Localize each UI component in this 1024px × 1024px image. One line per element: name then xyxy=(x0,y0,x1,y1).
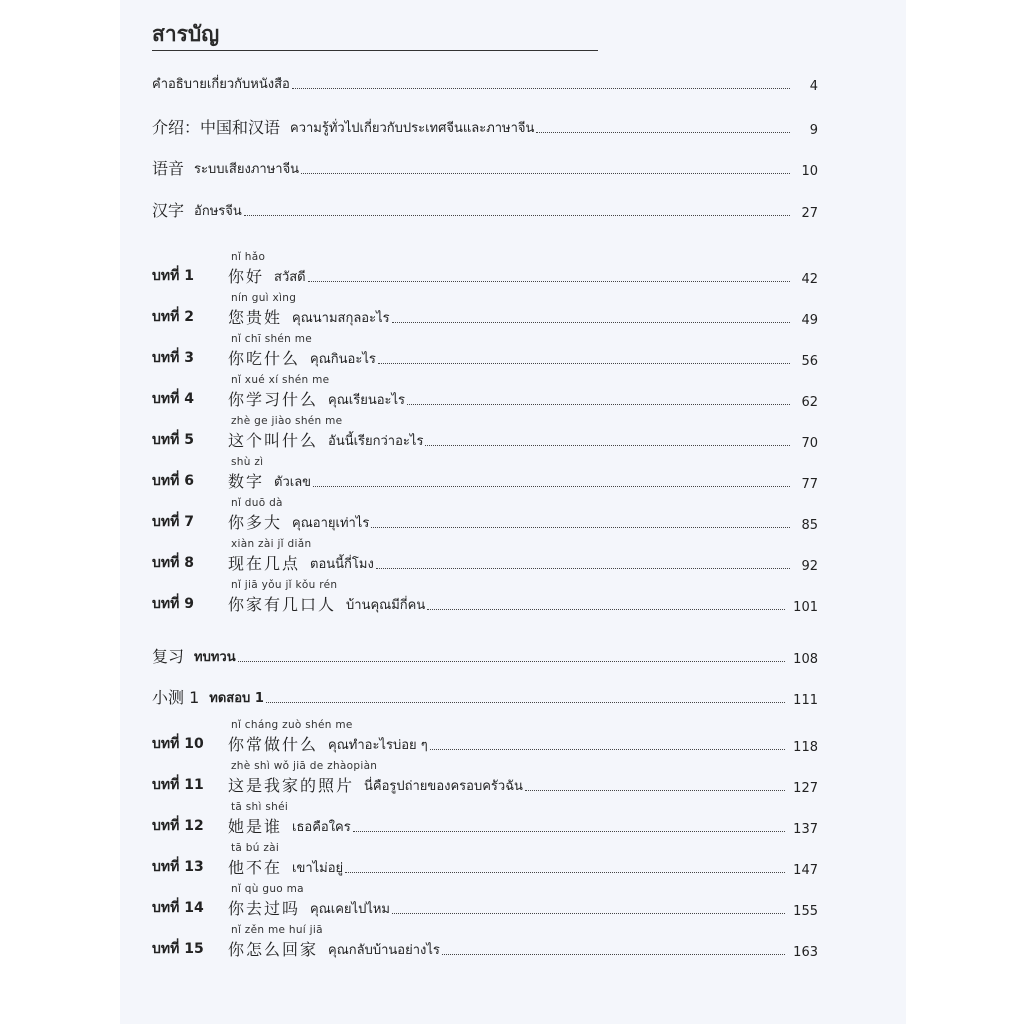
lesson-pinyin: xiàn zài jǐ diǎn xyxy=(231,538,312,550)
lesson-title-thai: อันนี้เรียกว่าอะไร xyxy=(328,434,424,449)
page-number: 155 xyxy=(793,904,818,919)
lesson-label: บทที่ 7 xyxy=(152,514,194,530)
dot-leader xyxy=(371,527,790,528)
lesson-pinyin: zhè ge jiào shén me xyxy=(231,415,343,427)
lesson-label: บทที่ 1 xyxy=(152,268,194,284)
toc-entry-lesson-1[interactable] xyxy=(152,265,818,287)
dot-leader xyxy=(301,173,790,174)
lesson-label: บทที่ 8 xyxy=(152,555,194,571)
toc-entry-review[interactable] xyxy=(152,645,818,667)
entry-title-thai: ระบบเสียงภาษาจีน xyxy=(194,162,300,177)
entry-title-chinese: 复习 xyxy=(152,647,185,666)
page-number: 163 xyxy=(793,945,818,960)
lesson-title-thai: คุณนามสกุลอะไร xyxy=(292,311,390,326)
lesson-label: บทที่ 5 xyxy=(152,432,194,448)
entry-title-chinese: 语音 xyxy=(152,159,185,178)
lesson-title-thai: คุณกินอะไร xyxy=(310,352,376,367)
dot-leader xyxy=(376,568,790,569)
page-number: 77 xyxy=(801,477,818,492)
lesson-title-chinese: 数字 xyxy=(228,472,265,491)
dot-leader xyxy=(536,132,790,133)
toc-entry-lesson-5[interactable] xyxy=(152,429,818,451)
page-number: 111 xyxy=(793,693,818,708)
lesson-label: บทที่ 3 xyxy=(152,350,194,366)
lesson-pinyin: zhè shì wǒ jiā de zhàopiàn xyxy=(231,760,378,772)
page-number: 42 xyxy=(801,272,818,287)
page-number: 118 xyxy=(793,740,818,755)
lesson-label: บทที่ 15 xyxy=(152,941,204,957)
lesson-title-chinese: 您贵姓 xyxy=(228,308,283,327)
toc-entry-lesson-6[interactable] xyxy=(152,470,818,492)
dot-leader xyxy=(308,281,790,282)
toc-entry-introduction[interactable] xyxy=(152,116,818,138)
lesson-title-chinese: 他不在 xyxy=(228,858,283,877)
page-number: 49 xyxy=(801,313,818,328)
entry-title-chinese: 介绍：中国和汉语 xyxy=(152,118,281,137)
entry-title-chinese: 小测 1 xyxy=(152,688,200,707)
lesson-title-thai: สวัสดี xyxy=(274,270,306,285)
lesson-label: บทที่ 6 xyxy=(152,473,194,489)
page-number: 10 xyxy=(801,164,818,179)
lesson-pinyin: nǐ qù guo ma xyxy=(231,883,304,895)
page-number: 9 xyxy=(809,123,818,138)
lesson-title-chinese: 她是谁 xyxy=(228,817,283,836)
dot-leader xyxy=(392,913,785,914)
dot-leader xyxy=(244,215,790,216)
dot-leader xyxy=(430,749,785,750)
dot-leader xyxy=(266,702,785,703)
toc-entry-phonetics[interactable] xyxy=(152,157,818,179)
page-title: สารบัญ xyxy=(152,22,220,46)
dot-leader xyxy=(392,322,790,323)
dot-leader xyxy=(427,609,785,610)
lesson-pinyin: shù zì xyxy=(231,456,264,468)
lesson-title-thai: คุณทำอะไรบ่อย ๆ xyxy=(328,738,428,753)
toc-entry-characters[interactable] xyxy=(152,199,818,221)
lesson-title-thai: คุณเรียนอะไร xyxy=(328,393,406,408)
dot-leader xyxy=(407,404,790,405)
dot-leader xyxy=(313,486,790,487)
lesson-title-chinese: 这是我家的照片 xyxy=(228,776,355,795)
toc-entry-lesson-7[interactable] xyxy=(152,511,818,533)
entry-title-thai: ทบทวน xyxy=(194,650,236,665)
toc-entry-quiz-1[interactable] xyxy=(152,686,818,708)
page-number: 62 xyxy=(801,395,818,410)
entry-title-thai: อักษรจีน xyxy=(194,204,242,219)
dot-leader xyxy=(525,790,785,791)
dot-leader xyxy=(425,445,790,446)
entry-title-thai: ทดสอบ 1 xyxy=(209,691,264,706)
lesson-pinyin: nǐ xué xí shén me xyxy=(231,374,330,386)
toc-entry-lesson-13[interactable] xyxy=(152,856,818,878)
dot-leader xyxy=(238,661,786,662)
toc-entry-lesson-15[interactable] xyxy=(152,938,818,960)
lesson-pinyin: nǐ duō dà xyxy=(231,497,283,509)
page-number: 4 xyxy=(809,79,818,94)
toc-entry-lesson-14[interactable] xyxy=(152,897,818,919)
lesson-label: บทที่ 11 xyxy=(152,777,204,793)
lesson-label: บทที่ 12 xyxy=(152,818,204,834)
entry-title-chinese: 汉字 xyxy=(152,201,185,220)
lesson-title-chinese: 你家有几口人 xyxy=(228,595,337,614)
page-number: 85 xyxy=(801,518,818,533)
lesson-title-thai: ตอนนี้กี่โมง xyxy=(310,557,374,572)
lesson-title-thai: บ้านคุณมีกี่คน xyxy=(346,598,426,613)
lesson-pinyin: nǐ cháng zuò shén me xyxy=(231,719,353,731)
dot-leader xyxy=(378,363,790,364)
page-number: 137 xyxy=(793,822,818,837)
lesson-title-thai: เธอคือใคร xyxy=(292,820,351,835)
lesson-title-chinese: 你多大 xyxy=(228,513,283,532)
toc-entry-lesson-2[interactable] xyxy=(152,306,818,328)
toc-entry-lesson-10[interactable] xyxy=(152,733,818,755)
page-number: 147 xyxy=(793,863,818,878)
lesson-title-thai: คุณอายุเท่าไร xyxy=(292,516,370,531)
page-number: 70 xyxy=(801,436,818,451)
dot-leader xyxy=(353,831,785,832)
page-number: 127 xyxy=(793,781,818,796)
dot-leader xyxy=(345,872,785,873)
toc-entry-lesson-12[interactable] xyxy=(152,815,818,837)
lesson-title-chinese: 你吃什么 xyxy=(228,349,301,368)
lesson-title-chinese: 这个叫什么 xyxy=(228,431,319,450)
lesson-title-thai: คุณเคยไปไหม xyxy=(310,902,390,917)
lesson-title-thai: คุณกลับบ้านอย่างไร xyxy=(328,943,440,958)
page-number: 108 xyxy=(793,652,818,667)
toc-entry-lesson-3[interactable] xyxy=(152,347,818,369)
lesson-pinyin: tā bú zài xyxy=(231,842,280,854)
lesson-pinyin: nǐ zěn me huí jiā xyxy=(231,924,323,936)
toc-entry-lesson-9[interactable] xyxy=(152,593,818,615)
lesson-title-chinese: 现在几点 xyxy=(228,554,301,573)
dot-leader xyxy=(442,954,785,955)
lesson-label: บทที่ 4 xyxy=(152,391,194,407)
lesson-title-thai: ตัวเลข xyxy=(274,475,312,490)
lesson-label: บทที่ 14 xyxy=(152,900,204,916)
lesson-label: บทที่ 2 xyxy=(152,309,194,325)
lesson-pinyin: nǐ jiā yǒu jǐ kǒu rén xyxy=(231,579,338,591)
lesson-pinyin: nǐ chī shén me xyxy=(231,333,313,345)
lesson-label: บทที่ 10 xyxy=(152,736,204,752)
lesson-title-chinese: 你去过吗 xyxy=(228,899,301,918)
entry-title-thai: คำอธิบายเกี่ยวกับหนังสือ xyxy=(152,77,290,92)
lesson-title-thai: นี่คือรูปถ่ายของครอบครัวฉัน xyxy=(364,779,523,794)
toc-entry-book-description[interactable] xyxy=(152,72,818,94)
toc-entry-lesson-8[interactable] xyxy=(152,552,818,574)
page-number: 56 xyxy=(801,354,818,369)
lesson-title-chinese: 你怎么回家 xyxy=(228,940,319,959)
lesson-title-chinese: 你好 xyxy=(228,267,265,286)
toc-entry-lesson-4[interactable] xyxy=(152,388,818,410)
page-number: 101 xyxy=(793,600,818,615)
lesson-label: บทที่ 13 xyxy=(152,859,204,875)
lesson-label: บทที่ 9 xyxy=(152,596,194,612)
dot-leader xyxy=(292,88,790,89)
lesson-pinyin: nín guì xìng xyxy=(231,292,297,304)
page-number: 92 xyxy=(801,559,818,574)
lesson-title-chinese: 你常做什么 xyxy=(228,735,319,754)
lesson-pinyin: nǐ hǎo xyxy=(231,251,266,263)
toc-entry-lesson-11[interactable] xyxy=(152,774,818,796)
entry-title-thai: ความรู้ทั่วไปเกี่ยวกับประเทศจีนและภาษาจีน xyxy=(290,121,535,136)
lesson-pinyin: tā shì shéi xyxy=(231,801,289,813)
title-underline xyxy=(152,50,598,51)
page-number: 27 xyxy=(801,206,818,221)
lesson-title-thai: เขาไม่อยู่ xyxy=(292,861,344,876)
lesson-title-chinese: 你学习什么 xyxy=(228,390,319,409)
